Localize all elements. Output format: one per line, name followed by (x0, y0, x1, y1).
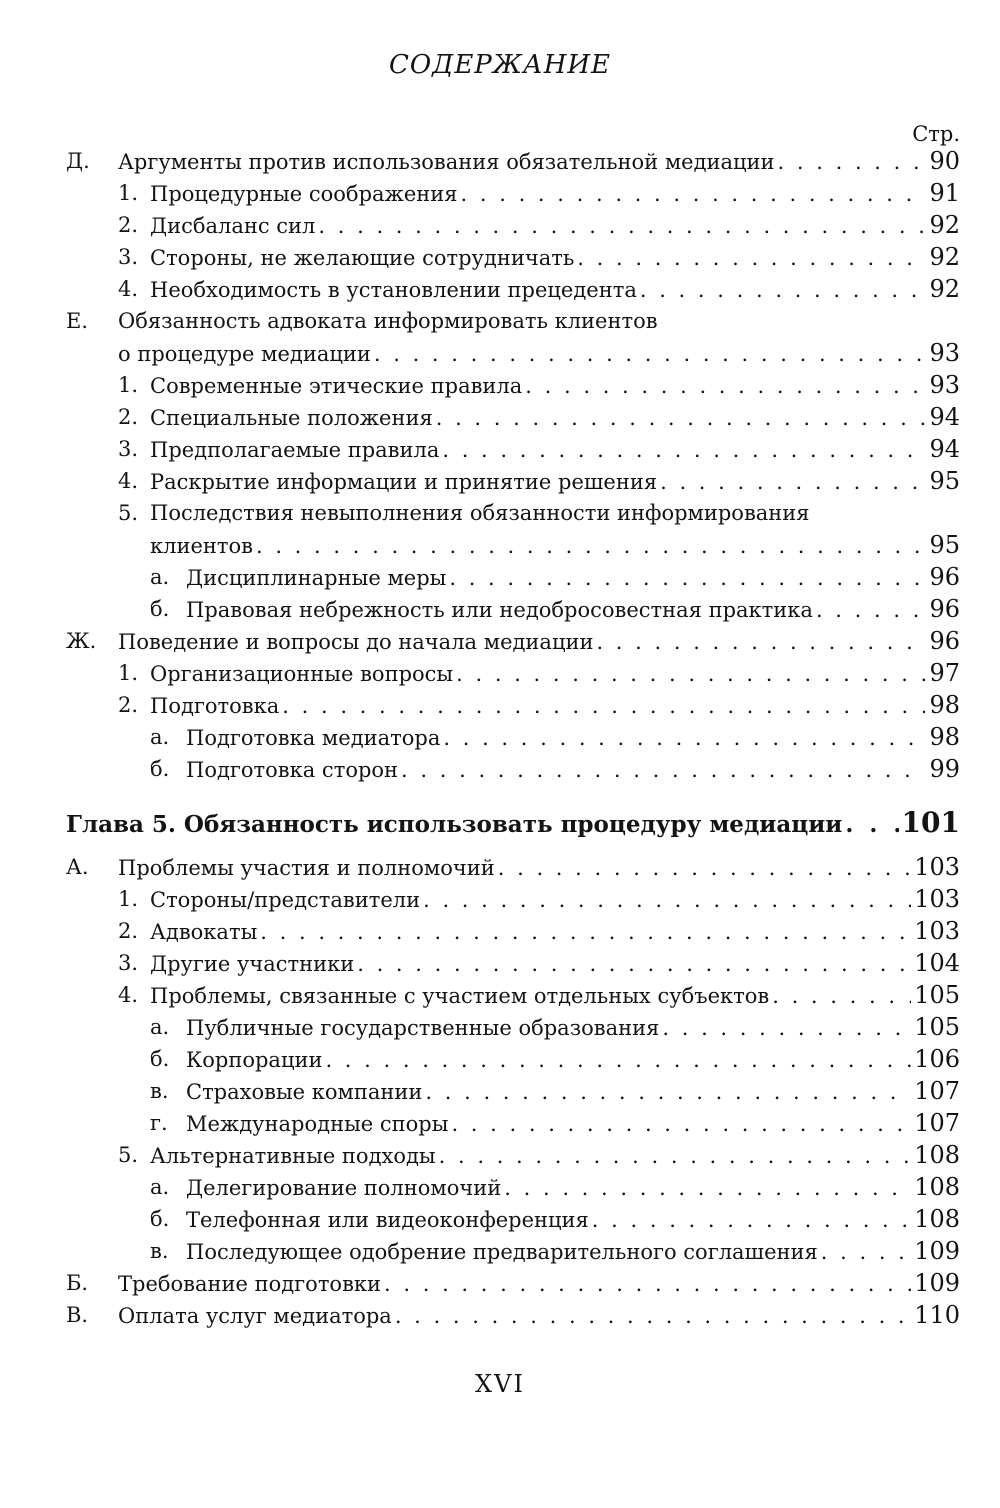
toc-title: Дисбаланс сил (150, 214, 316, 238)
toc-entry (66, 433, 960, 465)
toc-entry (66, 337, 960, 369)
dot-leader (395, 1300, 911, 1332)
toc-entry (66, 689, 960, 721)
chapter-heading (66, 797, 960, 849)
toc-title: Стороны, не желающие сотрудничать (150, 246, 575, 270)
toc-title: клиентов (150, 534, 253, 558)
toc-entry (66, 1171, 960, 1203)
dot-leader (423, 884, 911, 916)
toc-title: Стороны/представители (150, 888, 421, 912)
toc-title: Правовая небрежность или недобросовестная практика (186, 598, 813, 622)
toc-entry (66, 465, 960, 497)
toc-page: 95 (929, 531, 960, 559)
toc-title: Поведение и вопросы до начала медиации (118, 630, 594, 654)
toc-marker: 1. (118, 373, 139, 397)
toc-entry (66, 593, 960, 625)
toc-page: 108 (914, 1141, 960, 1169)
toc-entry (66, 1139, 960, 1171)
toc-marker: 3. (118, 951, 139, 975)
toc-entry (66, 1299, 960, 1331)
toc-title: Необходимость в установлении прецедента (150, 278, 637, 302)
toc-marker: Е. (66, 309, 89, 333)
toc-entry (66, 1267, 960, 1299)
toc-entry (66, 721, 960, 753)
toc-entry (66, 625, 960, 657)
dot-leader (816, 594, 925, 626)
running-title: СОДЕРЖАНИЕ (388, 50, 612, 80)
toc-marker: 1. (118, 661, 139, 685)
dot-leader (640, 274, 925, 306)
toc-title: Другие участники (150, 952, 355, 976)
dot-leader (592, 1204, 911, 1236)
dot-leader (374, 338, 925, 370)
chapter-title: Глава 5. Обязанность использовать процедуру медиации (66, 811, 843, 838)
toc-title: Требование подготовки (118, 1272, 382, 1296)
toc-marker: 2. (118, 405, 139, 429)
dot-leader (384, 1268, 911, 1300)
toc-marker: в. (150, 1239, 169, 1263)
toc-marker: б. (150, 597, 170, 621)
toc-title: Публичные государственные образования (186, 1016, 660, 1040)
toc-marker: б. (150, 1207, 170, 1231)
toc-marker: а. (150, 565, 170, 589)
toc-page: 92 (929, 211, 960, 239)
toc-title: Аргументы против использования обязательной медиации (118, 150, 775, 174)
toc-page: 95 (929, 467, 960, 495)
toc-entry (66, 657, 960, 689)
dot-leader (357, 948, 911, 980)
dot-leader (660, 466, 925, 498)
toc-title: Последствия невыполнения обязанности информирования (150, 501, 810, 525)
dot-leader (442, 434, 925, 466)
toc-entry (66, 883, 960, 915)
toc-marker: 3. (118, 245, 139, 269)
toc-title: Корпорации (186, 1048, 323, 1072)
toc-page: 98 (929, 723, 960, 751)
dot-leader (845, 799, 898, 851)
toc-entry (66, 145, 960, 177)
toc-page: 94 (929, 435, 960, 463)
page-column-label: Стр. (912, 122, 960, 146)
toc-entry (66, 753, 960, 785)
toc-page: 96 (929, 627, 960, 655)
toc-title: Подготовка (150, 694, 280, 718)
toc-page: 99 (929, 755, 960, 783)
toc-marker: В. (66, 1303, 89, 1327)
toc-page: 97 (929, 659, 960, 687)
toc-page: 92 (929, 275, 960, 303)
toc-marker: 2. (118, 693, 139, 717)
toc-entry (66, 497, 960, 529)
toc-entry (66, 401, 960, 433)
toc-marker: б. (150, 1047, 170, 1071)
toc-marker: Ж. (66, 629, 97, 653)
toc-entry (66, 1043, 960, 1075)
toc-entry (66, 241, 960, 273)
dot-leader (325, 1044, 911, 1076)
toc-entry (66, 1075, 960, 1107)
dot-leader (778, 146, 925, 178)
toc-title: Оплата услуг медиатора (118, 1304, 392, 1328)
toc-marker: а. (150, 1015, 170, 1039)
toc-entry (66, 273, 960, 305)
dot-leader (498, 852, 911, 884)
dot-leader (282, 690, 925, 722)
toc-title: Страховые компании (186, 1080, 423, 1104)
toc-title: Делегирование полномочий (186, 1176, 502, 1200)
toc-title: Специальные положения (150, 406, 433, 430)
toc-title: Проблемы участия и полномочий (118, 856, 495, 880)
dot-leader (449, 562, 925, 594)
dot-leader (456, 658, 925, 690)
toc-marker: 1. (118, 181, 139, 205)
toc-page: 110 (914, 1301, 960, 1329)
toc-marker: г. (150, 1111, 168, 1135)
toc-marker: 2. (118, 213, 139, 237)
toc-page: 107 (914, 1109, 960, 1137)
toc-entry (66, 1203, 960, 1235)
dot-leader (451, 1108, 911, 1140)
dot-leader (260, 916, 911, 948)
toc-title: Обязанность адвоката информировать клиентов (118, 309, 658, 333)
toc-title: Предполагаемые правила (150, 438, 440, 462)
toc-page: 93 (929, 339, 960, 367)
toc-title: Подготовка медиатора (186, 726, 441, 750)
toc-marker: 4. (118, 277, 139, 301)
toc-page: 106 (914, 1045, 960, 1073)
toc-title: Подготовка сторон (186, 758, 399, 782)
toc-marker: а. (150, 725, 170, 749)
toc-title: Альтернативные подходы (150, 1144, 436, 1168)
toc-page: 105 (914, 1013, 960, 1041)
toc-entry (66, 1011, 960, 1043)
toc-page: 98 (929, 691, 960, 719)
toc-title: Процедурные соображения (150, 182, 458, 206)
toc-page: 91 (929, 179, 960, 207)
toc-marker: 1. (118, 887, 139, 911)
toc-title: Последующее одобрение предварительного соглашения (186, 1240, 818, 1264)
toc-page: 109 (914, 1269, 960, 1297)
toc-title: Организационные вопросы (150, 662, 454, 686)
dot-leader (436, 402, 925, 434)
toc-entry (66, 561, 960, 593)
toc-entry (66, 369, 960, 401)
dot-leader (425, 1076, 911, 1108)
toc-page: 105 (914, 981, 960, 1009)
chapter-page: 101 (901, 806, 960, 839)
dot-leader (577, 242, 925, 274)
toc-page: 96 (929, 563, 960, 591)
toc-entry (66, 947, 960, 979)
toc-marker: 3. (118, 437, 139, 461)
table-of-contents (66, 145, 960, 1331)
toc-title: Современные этические правила (150, 374, 523, 398)
toc-marker: 5. (118, 1143, 139, 1167)
toc-marker: б. (150, 757, 170, 781)
toc-title: Телефонная или видеоконференция (186, 1208, 589, 1232)
toc-page: 108 (914, 1205, 960, 1233)
dot-leader (443, 722, 925, 754)
toc-entry (66, 1235, 960, 1267)
dot-leader (821, 1236, 911, 1268)
toc-page: 103 (914, 853, 960, 881)
toc-page: 104 (914, 949, 960, 977)
dot-leader (504, 1172, 911, 1204)
dot-leader (318, 210, 925, 242)
dot-leader (256, 530, 925, 562)
toc-page: 90 (929, 147, 960, 175)
dot-leader (439, 1140, 912, 1172)
dot-leader (662, 1012, 911, 1044)
toc-title: Раскрытие информации и принятие решения (150, 470, 658, 494)
toc-marker: 2. (118, 919, 139, 943)
page-number: XVI (475, 1370, 525, 1398)
toc-marker: Б. (66, 1271, 89, 1295)
toc-entry (66, 915, 960, 947)
toc-page: 107 (914, 1077, 960, 1105)
toc-entry (66, 529, 960, 561)
toc-entry (66, 979, 960, 1011)
toc-page: 108 (914, 1173, 960, 1201)
toc-page: 109 (914, 1237, 960, 1265)
toc-entry (66, 1107, 960, 1139)
toc-entry (66, 177, 960, 209)
toc-page: 96 (929, 595, 960, 623)
toc-title: о процедуре медиации (118, 342, 371, 366)
toc-page: 94 (929, 403, 960, 431)
toc-entry (66, 305, 960, 337)
toc-page: 93 (929, 371, 960, 399)
toc-marker: А. (66, 855, 89, 879)
toc-marker: 4. (118, 469, 139, 493)
toc-marker: 4. (118, 983, 139, 1007)
toc-marker: в. (150, 1079, 169, 1103)
toc-entry (66, 851, 960, 883)
toc-title: Проблемы, связанные с участием отдельных субъектов (150, 984, 770, 1008)
dot-leader (596, 626, 925, 658)
toc-marker: 5. (118, 501, 139, 525)
dot-leader (461, 178, 925, 210)
dot-leader (772, 980, 911, 1012)
toc-title: Международные споры (186, 1112, 449, 1136)
dot-leader (525, 370, 925, 402)
toc-title: Адвокаты (150, 920, 258, 944)
toc-page: 103 (914, 917, 960, 945)
toc-page: 103 (914, 885, 960, 913)
toc-page: 92 (929, 243, 960, 271)
toc-title: Дисциплинарные меры (186, 566, 447, 590)
toc-marker: а. (150, 1175, 170, 1199)
dot-leader (401, 754, 925, 786)
toc-entry (66, 209, 960, 241)
toc-marker: Д. (66, 149, 90, 173)
